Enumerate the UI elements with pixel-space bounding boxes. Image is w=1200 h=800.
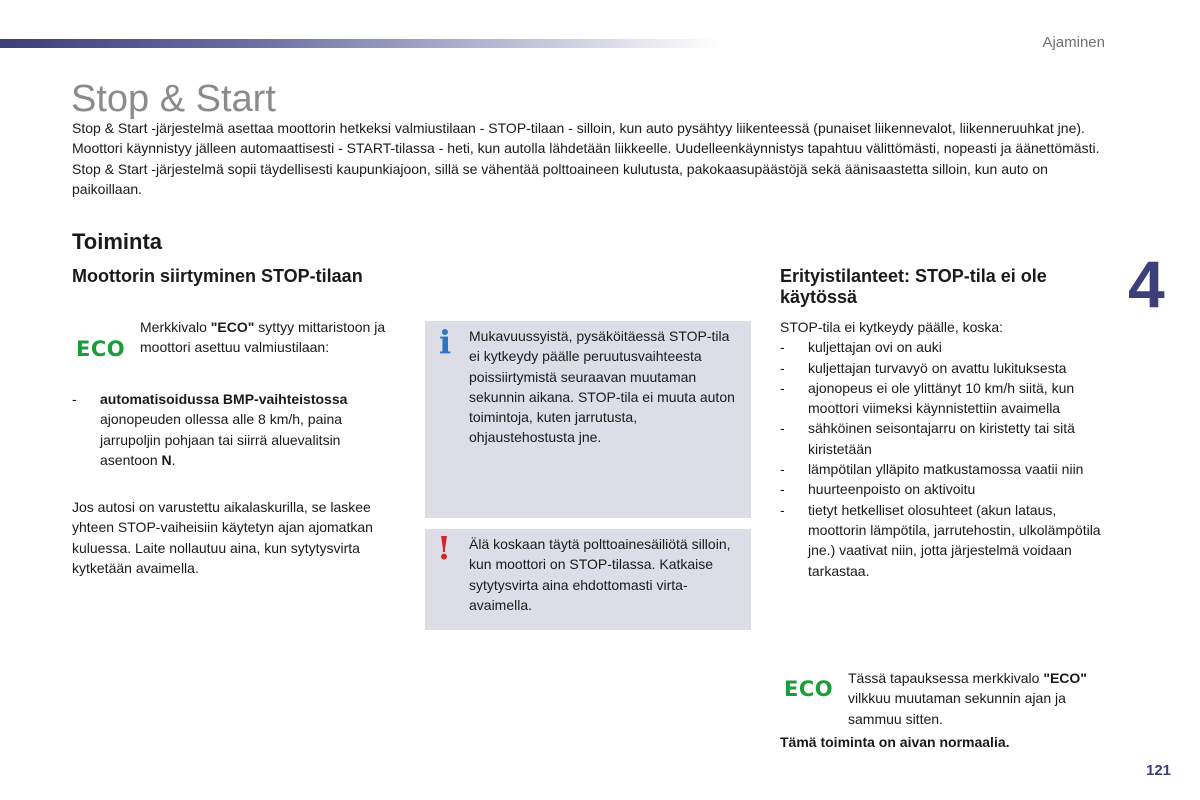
section-heading: Toiminta <box>72 229 163 254</box>
page-number: 121 <box>1146 762 1172 779</box>
indicator-text-post: syttyy mittaristoon ja moottori asettuu valmiustilaan: <box>140 319 386 356</box>
intro-paragraph-1: Stop & Start -järjestelmä asettaa moottorin hetkeksi valmiustilaan - STOP-tilaan - silloin, kun auto pysähtyy liikenteessä (punaiset liikennevalot, liikenneruuhkat jne). Moottori käynnistyy jälleen automaattisesti - START-tilassa - heti, kun autolla lähdetään liikkeelle. Uudelleenkäynnistys tapahtuu välittömästi, nopeasti ja äänettömästi. <box>72 120 1100 157</box>
list-item: - tietyt hetkelliset olosuhteet (akun lataus, moottorin lämpötila, jarrutehostin, ulkolämpötila jne.) vaativat niin, jotta järjestelmä voidaan tarkastaa. <box>780 500 1115 581</box>
blink-text-bold: "ECO" <box>1043 670 1087 686</box>
warning-box-text: Älä koskaan täytä polttoainesäiliötä silloin, kun moottori on STOP-tilassa. Katkaise sytytysvirta aina ehdottomasti virta-avaimella. <box>469 536 731 613</box>
normal-operation-note: Tämä toiminta on aivan normaalia. <box>780 734 1010 750</box>
eco-blink-description <box>848 668 1108 729</box>
bullet-dash: - <box>72 391 77 407</box>
blink-text-post: vilkkuu muutaman sekunnin ajan ja sammuu sitten. <box>848 690 1066 727</box>
list-item: - huurteenpoisto on aktivoitu <box>780 479 1115 499</box>
list-item: - ajonopeus ei ole ylittänyt 10 km/h siitä, kun moottori viimeksi käynnistettiin avaimella <box>780 378 1115 419</box>
info-box <box>425 321 751 518</box>
eco-blink-icon: ECO <box>784 677 834 701</box>
list-item: - kuljettajan turvavyö on avattu lukituksesta <box>780 358 1115 378</box>
right-subheading: Erityistilanteet: STOP-tila ei ole käytössä <box>780 266 1047 307</box>
gearbox-bullet-text <box>72 389 372 470</box>
section-label: Ajaminen <box>1042 34 1105 51</box>
info-icon: i <box>439 323 452 361</box>
warning-box <box>425 529 751 630</box>
intro-paragraph-2: Stop & Start -järjestelmä sopii täydellisesti kaupunkiajoon, sillä se vähentää polttoaineen kulutusta, pakokaasupäästöjä sekä äänisaastetta silloin, kun auto on paikoillaan. <box>72 160 1048 197</box>
bullet-bold: automatisoidussa BMP-vaihteistossa <box>100 391 348 407</box>
header-gradient-bar <box>0 39 720 48</box>
intro-text <box>72 118 1112 199</box>
chapter-number: 4 <box>1128 247 1165 321</box>
bullet-end-bold: N <box>161 451 172 468</box>
left-subheading: Moottorin siirtyminen STOP-tilaan <box>72 266 363 286</box>
list-item: - lämpötilan ylläpito matkustamossa vaatii niin <box>780 459 1115 479</box>
gearbox-bullet <box>72 389 372 470</box>
timer-note: Jos autosi on varustettu aikalaskurilla, se laskee yhteen STOP-vaiheisiin käytetyn ajan ajomatkan kuluessa. Laite nollautuu aina, kun sytytysvirta kytketään avaimella. <box>72 499 373 576</box>
list-item: - kuljettajan ovi on auki <box>780 337 1115 357</box>
blink-text-pre: Tässä tapauksessa merkkivalo <box>848 670 1044 686</box>
indicator-text-bold: "ECO" <box>210 319 255 335</box>
page-title: Stop & Start <box>71 78 276 120</box>
bullet-text: ajonopeuden ollessa alle 8 km/h, paina jarrupoljin pohjaan tai siirrä aluevalitsin asentoon <box>100 411 343 468</box>
conditions-intro: STOP-tila ei kytkeydy päälle, koska: <box>780 319 1004 335</box>
info-box-text: Mukavuussyistä, pysäköitäessä STOP-tila ei kytkeydy päälle peruutusvaihteesta poissiirtymistä seuraavan muutaman sekunnin aikana. STOP-tila ei muuta auton toimintoja, kuten jarrutusta, ohjaustehostusta jne. <box>469 328 735 446</box>
eco-indicator-description <box>140 317 402 358</box>
right-conditions <box>780 317 1115 581</box>
warning-icon: ! <box>437 529 452 567</box>
conditions-list <box>780 337 1115 581</box>
eco-indicator-icon: ECO <box>76 337 126 361</box>
list-item: - sähköinen seisontajarru on kiristetty tai sitä kiristetään <box>780 418 1115 459</box>
bullet-end: . <box>171 451 176 468</box>
indicator-text-pre: Merkkivalo <box>140 319 211 335</box>
